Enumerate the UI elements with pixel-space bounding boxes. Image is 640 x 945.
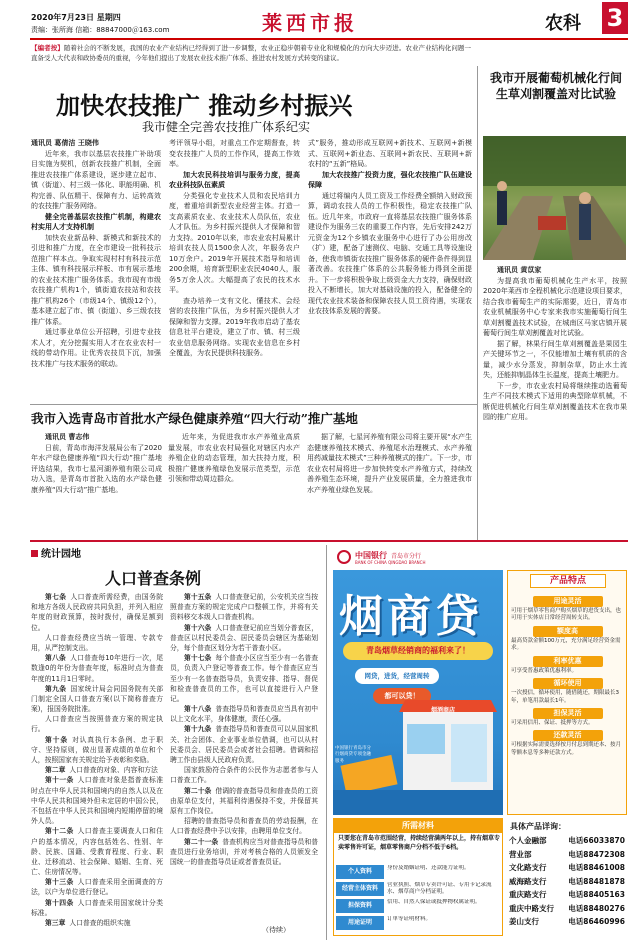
ad-headline: 烟商贷 — [339, 591, 483, 642]
paragraph: 为提高我市葡萄机械化生产水平，按照2020年莱西市全程机械化示范建设项目要求，结合我市葡萄生产的实际需要，近日，青岛市农业机械服务中心专家来我市实施葡萄行间生草刈割覆盖技术试验，在城南区马家店镇开展葡萄行间生草刈割覆盖对比试验。 — [483, 276, 627, 337]
feature-key: 还款灵活 — [533, 730, 603, 741]
bank-logo-icon — [337, 550, 351, 564]
article-text: 普查机构应当对普查指导员和普查员进行业务培训，并对考核合格的人员颁发全国统一的普查指导员证或者普查员证。 — [170, 837, 318, 866]
article-text: 对认真执行本条例、忠于职守、坚持原则，做出显著成绩的单位和个人，按照国家有关规定给予表彰和奖励。 — [31, 735, 163, 764]
contact-name: 营业部 — [509, 849, 532, 859]
regulation-article — [170, 816, 318, 836]
lead-col-2 — [169, 138, 300, 400]
ad-bubble-1: 网贷，进货，经营周转 — [355, 668, 439, 684]
feature-key: 担保灵活 — [533, 708, 603, 719]
feature-desc: 可根据实际需要选择按月付息到期还本、按月等额本息等多种还款方式。 — [511, 742, 622, 756]
regulation-article — [170, 786, 318, 817]
stats-label — [31, 545, 81, 560]
article-number: 第八条 — [45, 654, 67, 663]
feature-key: 用途灵活 — [533, 596, 603, 607]
article-number: 第十九条 — [184, 725, 212, 734]
regulation-article — [31, 653, 163, 684]
regulation-article — [31, 775, 163, 826]
paragraph: 近年来，我市以基层农技推广补助项目实施为契机，创新农技推广机制，全面推进农技推广体系建设，逐步建立起市、镇（街道）、村三级一体化、职能明确、机构完善、队伍精干、保障有力、运转高效的农技推广服务网络。 — [31, 149, 161, 210]
byline: 通讯员 黄苡家 — [497, 266, 542, 274]
regulation-article — [31, 735, 163, 766]
ad-card-text: 中国银行青岛市分行烟商贷专项金融服务 — [335, 746, 371, 764]
material-key: 担保资料 — [336, 899, 384, 913]
article-text: 人口普查采用全面调查的方法，以户为单位进行登记。 — [31, 878, 163, 897]
byline: 通讯员 葛倩洁 王晓伟 — [31, 139, 99, 147]
paragraph: 加快农业新品种、新模式和新技术的引进和推广力度，在全市建设一批科技示范推广样本点。争取实现村村有科技示范主体、镇有科技展示样板、市有展示基地的农业技术推广服务体系。我市现有市级农技推广机构1个，镇街道农技站和农技推广机构26个（市级14个、镇级12个），基本建立起了市、镇（街道）、乡三级农技推广体系。 — [31, 233, 161, 326]
article-text: 普查指导员和普查员可以从国家机关、社会团体、企业事业单位借调，也可以从村民委员会、居民委员会或者社会招聘。借调和招聘工作由县级人民政府负责。 — [170, 725, 318, 764]
contact-row — [507, 888, 627, 902]
contact-name: 重庆中路支行 — [509, 903, 554, 913]
features-title: 产品特点 — [530, 574, 606, 588]
bank-ad — [333, 548, 628, 940]
article-text: 人口普查对象是指普查标准时点在中华人民共和国境内的自然人以及在中华人民共和国境外但未定居的中国公民，不包括在中华人民共和国境内短期停留的境外人员。 — [31, 776, 163, 826]
contact-name: 个人金融部 — [509, 836, 547, 845]
article2-col-3 — [307, 432, 472, 536]
material-key: 经营主体资料 — [336, 882, 384, 896]
ad-slogan: 青岛烟草经销商的福利来了！ — [343, 642, 493, 660]
materials-title: 所需材料 — [334, 819, 502, 833]
article-number: 第二十条 — [184, 786, 212, 795]
contact-name: 姜山支行 — [509, 917, 539, 926]
regulation-article — [170, 765, 318, 785]
article-text: 国家统计局会同国务院有关部门制定全国人口普查方案(以下简称普查方案)，报国务院批准。 — [31, 684, 163, 714]
regulation-article — [31, 877, 163, 897]
regulation-article — [31, 714, 163, 734]
article-number: 第二十一条 — [184, 837, 219, 846]
section-name: 农科 — [545, 13, 581, 34]
stats-title: 人口普查条例 — [105, 569, 202, 588]
paragraph: 通过将编内人员工资及工作经费全额纳入财政预算，调动农技人员的工作积极性，稳定农技推广队伍。近几年来，市政府一直将基层农技推广服务体系建设作为服务三农的重要工作内容，先后安排242万元资金为12个乡镇农业服务中心进行了办公用房改（扩）建，配备了速测仪、电脑、交通工具等设施设备，使我市镇街农技推广服务体系的硬件条件得到显著改善。农技推广体系的公共服务能力得到全面提升。下一步将积极争取上级资金大力支持，确保财政投入不断增长，加大对基础设施的投入，配备健全的现代农业技术装备和保障农技人员工资待遇，实现农业农技体系发展的需要。 — [308, 191, 472, 315]
regulation-article — [31, 898, 163, 918]
material-row — [336, 882, 502, 896]
article-number: 第三章 — [45, 919, 66, 927]
stats-col-2 — [170, 592, 318, 922]
article-number: 第十三条 — [45, 878, 74, 887]
contact-phone: 电话88405163 — [568, 890, 625, 899]
issue-date: 2020年7月23日 星期四 — [31, 13, 121, 22]
contact-row — [507, 915, 627, 929]
material-row — [336, 865, 502, 879]
article-text: 借调的普查指导员和普查员的工资由原单位支付，其福利待遇保持不变，并保留其原有工作岗位。 — [170, 786, 318, 815]
feature-desc: 可采用信用、保证、抵押等方式。 — [511, 719, 594, 726]
feature-key: 利率优惠 — [533, 656, 603, 667]
regulation-article — [170, 592, 318, 623]
section-heading: 健全完善基层农技推广机制，构建农村实用人才支持机制 — [31, 212, 161, 231]
article-text: 人口普查应当按照普查方案的规定执行。 — [31, 715, 163, 734]
section-heading: 加大农技推广投资力度，强化农技推广队伍建设保障 — [308, 170, 472, 189]
article-text: 人口普查主要调查人口和住户的基本情况，内容包括姓名、性别、年龄、民族、国籍、受教育程度、行业、职业、迁移流动、社会保障、婚姻、生育、死亡、住房情况等。 — [31, 827, 163, 877]
stats-col-1 — [31, 592, 163, 937]
feature-desc: 可用于烟草零售商户购买烟草的进货支出，也可用于实体店日常经营周转支出。 — [511, 608, 622, 622]
side-article-body — [483, 265, 627, 540]
contact-phone: 电话88461008 — [568, 863, 625, 872]
article2-title: 我市入选青岛市首批水产绿色健康养殖“四大行动”推广基地 — [31, 411, 358, 426]
article-text: 每个普查小区应当至少有一名普查员，负责入户登记等普查工作。每个普查区应当至少有一名普查指导员，负责安排、指导、督促和检查普查员的工作，也可以直接进行入户登记。 — [170, 654, 318, 703]
feature-desc: 最高贷款金额100万元，充分满足经营资金需求。 — [511, 637, 621, 652]
article-text: 人口普查经费应当统一管理、专款专用，从严控制支出。 — [31, 633, 163, 652]
ad-bubble-2: 都可以贷！ — [373, 688, 431, 704]
materials-note: 只要您在青岛市范围经营，持续经营满两年以上，持有烟草专卖零售许可证，烟草零售商户分档不低于6档。 — [338, 835, 501, 851]
materials-list — [336, 865, 502, 933]
bank-english: BANK OF CHINA QINGDAO BRANCH — [355, 560, 426, 565]
contact-name: 重庆路支行 — [509, 890, 547, 899]
field-photo — [483, 136, 626, 260]
material-key: 个人资料 — [336, 865, 384, 879]
features-panel — [507, 570, 627, 815]
continued-note: （待续） — [262, 926, 290, 934]
article-number: 第十七条 — [184, 654, 212, 663]
article-text: 人口普查采用国家统计分类标准。 — [31, 898, 163, 917]
editor-note-text: 随着社会的不断发展，我国的农业产业结构已经得到了进一步调整，农业正稳步朝着专业化和规模化的方向大步迈进。农业产业结构化问题一直备受人大代表和政协委员的重视，今年他们提出了发展农业技术推广体系、推进农村发展方式转变的建议。 — [31, 44, 471, 62]
contact-name: 文化路支行 — [509, 863, 547, 872]
vineyard-photo-graphic — [483, 136, 626, 260]
article-number: 第二章 — [45, 766, 66, 775]
article-text: 招聘的普查指导员和普查员的劳动报酬，在人口普查经费中予以安排，由聘用单位支付。 — [170, 817, 318, 836]
material-row — [336, 899, 502, 913]
contact-name: 威海路支行 — [509, 876, 547, 886]
material-value: 身份及婚姻证明、还款能力证明。 — [387, 865, 470, 871]
article-number: 第十四条 — [45, 898, 74, 907]
article-text: 人口普查登记前应当划分普查区，普查区以村民委员会、居民委员会辖区为基础划分，每个普查区划分为若干普查小区。 — [170, 623, 318, 652]
contact-phone: 电话88480276 — [568, 903, 625, 913]
article-text: 人口普查登记前，公安机关应当按照普查方案的规定完成户口整顿工作，并将有关资料移交本级人口普查机构。 — [170, 593, 318, 622]
newspaper-logo: 莱西市报 — [262, 11, 358, 35]
stats-label-text: 统计园地 — [41, 549, 81, 560]
side-article-title: 我市开展葡萄机械化行间生草刈割覆盖对比试验 — [489, 71, 622, 102]
ad-poster — [333, 570, 503, 815]
paragraph: 考评领导小组，对重点工作定期督查，转变农技推广人员的工作作风，提高工作效率。 — [169, 139, 300, 168]
section-heading: 加大农民科技培训与服务力度，提高农业科技队伍素质 — [169, 170, 300, 189]
regulation-article — [31, 826, 163, 877]
paragraph: 通过事业单位公开招聘，引进专业技术人才，充分挖掘实用人才在农业农村一线的带动作用。让优秀农技员下沉，加强技术推广与技术服务的联动。 — [31, 328, 161, 368]
contact-row — [507, 875, 627, 889]
article-number: 第十五条 — [184, 593, 212, 601]
contact-phone: 电话66033870 — [568, 836, 625, 845]
article-text: 人口普查的对象、内容和方法 — [69, 766, 158, 775]
regulation-article — [31, 918, 163, 928]
editor-info: 责编：张所海 信箱：88847000＠163.com — [31, 26, 170, 34]
bank-name: 中国银行 — [355, 551, 387, 560]
material-value: 订单等证明材料。 — [387, 916, 432, 922]
regulation-article — [31, 633, 163, 653]
article-number: 第七条 — [45, 593, 67, 601]
regulation-article — [31, 765, 163, 775]
paragraph: 据了解，林果行间生草刈割覆盖是果园生产关键环节之一，不仅能增加土壤有机质的含量，减少水分蒸发，抑制杂草，防止水土流失，还能抑制晶体生长温度，提高土壤肥力。 — [483, 339, 627, 379]
byline: 通讯员 曹志伟 — [45, 433, 90, 441]
masthead — [0, 0, 640, 40]
regulation-article — [170, 704, 318, 724]
contact-phone: 电话86460996 — [568, 917, 625, 926]
paragraph: 查办培养一支有文化、懂技术、会经营的农技推广队伍，为乡村振兴提供人才保障和智力支撑。2019年我市启动了基农信息社平台建设，建立了市、镇、村三级农业信息服务网络。实现农业信息在乡村全覆盖，为农民提供科技服务。 — [169, 296, 300, 357]
lead-subtitle: 我市健全完善农技推广体系纪实 — [142, 120, 311, 134]
regulation-article — [170, 653, 318, 704]
stats-marker-icon — [31, 550, 38, 557]
article-number: 第十八条 — [184, 705, 212, 714]
contact-phone: 电话88481878 — [568, 876, 625, 886]
editor-note — [31, 44, 471, 78]
regulation-article — [170, 724, 318, 765]
paragraph: 据了解，七星河养殖有限公司将主要开展“水产生态健康养殖技术模式、养殖尾水治理模式、水产养殖用药减量技术模式”三种养殖模式的推广。下一步，市农业农村局将进一步加快转变水产养殖方式，持续改善养殖生态环境，提升产业发展质量，全力推进我市水产养殖业绿色发展。 — [307, 433, 472, 494]
article2-col-1 — [31, 432, 162, 536]
contact-row — [507, 848, 627, 862]
editor-note-label: 【编者按】 — [31, 44, 64, 52]
article-number: 第十条 — [45, 735, 68, 744]
paragraph: 近年来，为促进我市水产养殖业高质量发展，市农业农村局强化对辖区内水产养殖企业的动态管理，加大扶持力度，积极推广健康养殖绿色发展示范类型，示范引领和带动周边群众。 — [168, 433, 300, 483]
article-number: 第十一条 — [45, 776, 74, 785]
paragraph: 式”服务，推动形成互联网+新技术、互联网+新模式、互联网+新业态、互联网+新农民、互联网+新农村的“五新”格局。 — [308, 139, 472, 168]
article-number: 第十二条 — [45, 827, 74, 836]
lead-title: 加快农技推广 推动乡村振兴 — [56, 91, 353, 120]
article-text: 国家鼓励符合条件的公民作为志愿者参与人口普查工作。 — [170, 766, 318, 785]
material-row — [336, 916, 502, 930]
material-value: 营业执照、烟草专卖许可证、专用卡记录流水、烟草商户分档证明。 — [387, 882, 492, 895]
article2-col-2 — [168, 432, 300, 536]
paragraph: 分类强化专业技术人员和农民培训力度，着重培训新型农业经营主体。打造一支高素质农业、农业技术人员队伍，农业人才队伍。为乡村振兴提供人才保障和智力支持。2010年以来，市农业农村局累计培训农技人员1500余人次，年服务农户10万余户。2019年开展技术指导和培训200余期，培育新型职业农民4040人，服务5万余人次。大幅提高了农民的技术水平。 — [169, 191, 300, 294]
feature-desc: 可享受普惠政策优惠利率。 — [511, 667, 578, 674]
materials-panel — [333, 818, 503, 936]
regulation-article — [170, 837, 318, 868]
article-number: 第九条 — [45, 684, 67, 693]
shop-sign: 烟酒商店 — [431, 707, 456, 714]
contacts-title: 具体产品详询： — [510, 822, 566, 831]
feature-key: 额度高 — [533, 626, 603, 637]
lead-col-3 — [308, 138, 472, 400]
paragraph: 日前，青岛市海洋发展局公布了2020年水产绿色健康养殖“四大行动”推广基地评选结果，我市七星河湖养殖有限公司成功入选，是青岛市首批入选的水产绿色健康养殖“四大行动”推广基地。 — [31, 443, 162, 494]
bank-branch: 青岛市分行 — [391, 553, 422, 560]
material-key: 用途证明 — [336, 916, 384, 930]
article-text: 普查指导员和普查员应当具有初中以上文化水平，身体健康，责任心强。 — [170, 705, 318, 724]
page-number: 3 — [602, 2, 628, 34]
paragraph: 下一步，市农业农村局将继续推动选葡萄生产不同技术模式下适用的典型除草机械，不断促进机械化行间生草刈割覆盖技术在我市果园的推广应用。 — [483, 381, 627, 421]
contact-row — [507, 861, 627, 875]
contact-row — [507, 834, 627, 848]
feature-key: 循环使用 — [533, 678, 603, 689]
article-number: 第十六条 — [184, 623, 212, 632]
contact-phone: 电话88472308 — [568, 849, 625, 859]
article-text: 人口普查每10年进行一次，尾数逢0的年份为普查年度，标准时点为普查年度的11月1日零时。 — [31, 654, 163, 683]
contacts-panel — [507, 818, 627, 936]
feature-desc: 一次授信，循环使用，随借随还，期限最长3年，单笔用款最长1年。 — [511, 690, 620, 704]
regulation-article — [170, 623, 318, 654]
features-list — [511, 593, 624, 757]
regulation-article — [31, 684, 163, 715]
lead-col-1 — [31, 138, 161, 400]
material-value: 信用、自然人保证或抵押物权属证明。 — [387, 899, 481, 905]
article-text: 人口普查所需经费，由国务院和地方各级人民政府共同负担，并列入相应年度的财政预算，按时拨付，确保足额到位。 — [31, 593, 163, 632]
regulation-article — [31, 592, 163, 633]
contacts-list — [507, 834, 627, 929]
contact-row — [507, 902, 627, 916]
article-text: 人口普查的组织实施 — [69, 919, 131, 927]
